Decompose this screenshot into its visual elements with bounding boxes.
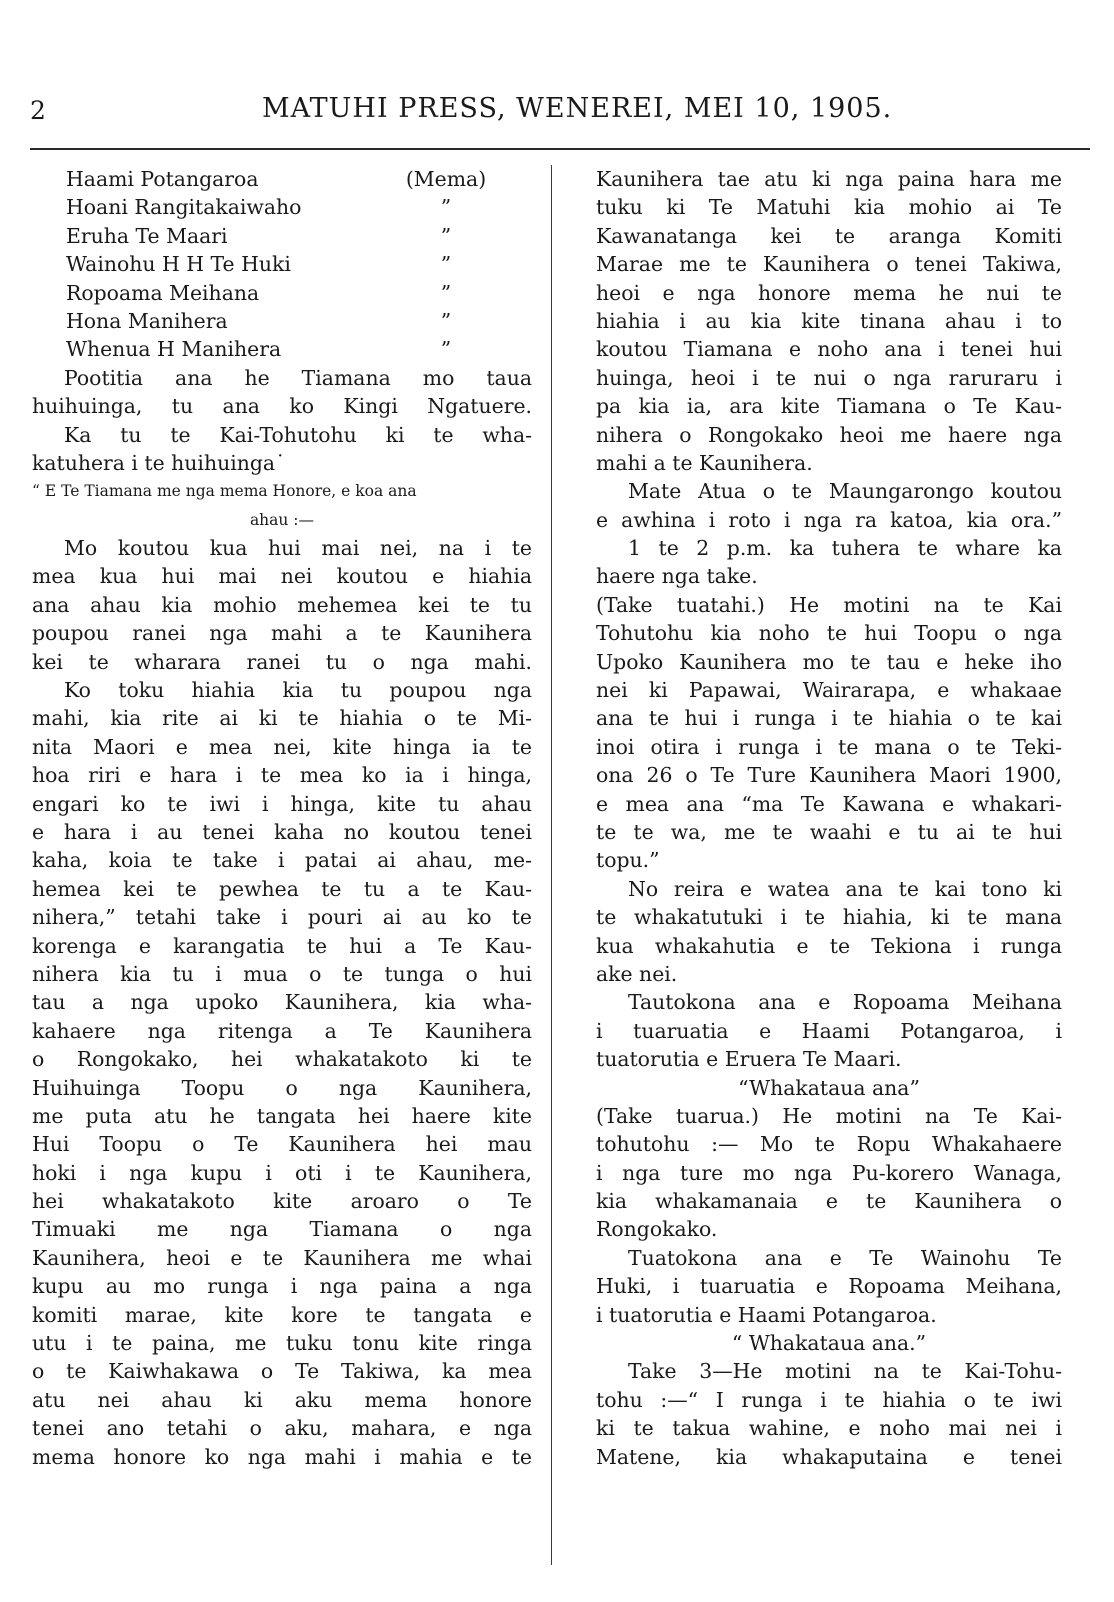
roster-status: ” bbox=[440, 252, 452, 277]
text-line: korenga e karangatia te hui a Te Kau- bbox=[32, 933, 532, 958]
text-line: o Rongokako, hei whakatakoto ki te bbox=[32, 1047, 532, 1072]
roster-name: Ropoama Meihana bbox=[66, 280, 260, 305]
roster-row bbox=[32, 250, 532, 278]
text-line: Kaunihera, heoi e te Kaunihera me whai bbox=[32, 1245, 532, 1270]
text-line: (Take tuarua.) He motini na Te Kai- bbox=[596, 1103, 1062, 1128]
text-line: ana ahau kia mohio mehemea kei te tu bbox=[32, 592, 532, 617]
roster-row bbox=[32, 222, 532, 250]
text-line: huinga, heoi i te nui o nga raruraru i bbox=[596, 365, 1062, 390]
roster-name: Haami Potangaroa bbox=[66, 167, 259, 191]
text-line: poupou ranei nga mahi a te Kaunihera bbox=[32, 621, 532, 646]
text-line: tohu :—“ I runga i te hiahia o te iwi bbox=[596, 1387, 1062, 1412]
text-line: nihera o Rongokako heoi me haere nga bbox=[596, 422, 1062, 447]
left-column bbox=[32, 165, 532, 1471]
roster-name: Wainohu H H Te Huki bbox=[66, 252, 291, 277]
text-line: huihuinga, tu ana ko Kingi Ngatuere. bbox=[32, 394, 532, 419]
text-line: (Take tuatahi.) He motini na te Kai bbox=[596, 592, 1062, 617]
text-line: nihera,” tetahi take i pouri ai au ko te bbox=[32, 905, 532, 930]
text-line: topu.” bbox=[596, 848, 660, 873]
text-line: nita Maori e mea nei, kite hinga ia te bbox=[32, 734, 532, 759]
text-line: inoi otira i runga i te mana o te Teki- bbox=[596, 734, 1062, 759]
text-line: tenei ano tetahi o aku, mahara, e nga bbox=[32, 1416, 532, 1441]
text-line: Mo koutou kua hui mai nei, na i te bbox=[64, 536, 532, 561]
text-line: e awhina i roto i nga ra katoa, kia ora.” bbox=[596, 507, 1062, 532]
right-column bbox=[596, 165, 1062, 1471]
text-line: mahi, kia rite ai ki te hiahia o te Mi- bbox=[32, 706, 532, 731]
text-line: kua whakahutia e te Tekiona i runga bbox=[596, 933, 1062, 958]
text-line: mahi a te Kaunihera. bbox=[596, 450, 813, 475]
text-line: “Whakataua ana” bbox=[738, 1075, 920, 1100]
text-line: tuku ki Te Matuhi kia mohio ai Te bbox=[596, 195, 1062, 220]
text-line: nihera kia tu i mua o te tunga o hui bbox=[32, 961, 532, 986]
roster-name: Hona Manihera bbox=[66, 308, 228, 333]
text-line: kaha, koia te take i patai ai ahau, me- bbox=[32, 848, 532, 873]
roster-status: ” bbox=[440, 195, 452, 220]
text-line: ona 26 o Te Ture Kaunihera Maori 1900, bbox=[596, 763, 1062, 788]
text-line: 1 te 2 p.m. ka tuhera te whare ka bbox=[628, 536, 1062, 561]
text-line: mea kua hui mai nei koutou e hiahia bbox=[32, 564, 532, 589]
text-line: ana te hui i runga i te hiahia o te kai bbox=[596, 706, 1062, 731]
text-line: te whakatutuki i te hiahia, ki te mana bbox=[596, 905, 1062, 930]
text-line: tohutohu :— Mo te Ropu Whakahaere bbox=[596, 1132, 1062, 1157]
text-line: hoa riri e hara i te mea ko ia i hinga, bbox=[32, 763, 532, 788]
text-line: e hara i au tenei kaha no koutou tenei bbox=[32, 819, 532, 844]
roster-status: ” bbox=[440, 308, 452, 333]
text-line: hei whakatakoto kite aroaro o Te bbox=[32, 1189, 532, 1214]
text-line: kei te wharara ranei tu o nga mahi. bbox=[32, 649, 532, 674]
text-line: te te wa, me te waahi e tu ai te hui bbox=[596, 819, 1062, 844]
text-line: Tohutohu kia noho te hui Toopu o nga bbox=[596, 621, 1062, 646]
text-line: hiahia i au kia kite tinana ahau i to bbox=[596, 308, 1062, 333]
roster-status: ” bbox=[440, 223, 452, 248]
text-line: Matene, kia whakaputaina e tenei bbox=[596, 1444, 1062, 1469]
text-line: haere nga take. bbox=[596, 564, 758, 589]
text-line: Rongokako. bbox=[596, 1217, 718, 1242]
text-line: Timuaki me nga Tiamana o nga bbox=[32, 1217, 532, 1242]
text-line: me puta atu he tangata hei haere kite bbox=[32, 1103, 532, 1128]
text-line: pa kia ia, ara kite Tiamana o Te Kau- bbox=[596, 394, 1062, 419]
text-line: Ko toku hiahia kia tu poupou nga bbox=[64, 678, 532, 703]
text-line: mema honore ko nga mahi i mahia e te bbox=[32, 1444, 532, 1469]
text-line: kupu au mo runga i nga paina a nga bbox=[32, 1274, 532, 1299]
text-line: i tuaruatia e Haami Potangaroa, i bbox=[596, 1018, 1062, 1043]
text-line: Take 3—He motini na te Kai-Tohu- bbox=[628, 1359, 1062, 1384]
roster-row bbox=[32, 165, 532, 193]
text-line: e mea ana “ma Te Kawana e whakari- bbox=[596, 791, 1062, 816]
text-line: hoki i nga kupu i oti i te Kaunihera, bbox=[32, 1160, 532, 1185]
text-line: Huki, i tuaruatia e Ropoama Meihana, bbox=[596, 1274, 1062, 1299]
text-line: tau a nga upoko Kaunihera, kia wha- bbox=[32, 990, 532, 1015]
roster-status: ” bbox=[440, 280, 452, 305]
text-line: atu nei ahau ki aku mema honore bbox=[32, 1387, 532, 1412]
roster-status: ” bbox=[440, 337, 452, 362]
text-line: koutou Tiamana e noho ana i tenei hui bbox=[596, 337, 1062, 362]
text-line: utu i te paina, me tuku tonu kite ringa bbox=[32, 1331, 532, 1356]
text-line: kahaere nga ritenga a Te Kaunihera bbox=[32, 1018, 532, 1043]
text-line: No reira e watea ana te kai tono ki bbox=[628, 876, 1062, 901]
text-line: o te Kaiwhakawa o Te Takiwa, ka mea bbox=[32, 1359, 532, 1384]
text-line: Huihuinga Toopu o nga Kaunihera, bbox=[32, 1075, 532, 1100]
text-line: tuatorutia e Eruera Te Maari. bbox=[596, 1047, 902, 1072]
roster-name: Hoani Rangitakaiwaho bbox=[66, 195, 302, 220]
text-line: i nga ture mo nga Pu-korero Wanaga, bbox=[596, 1160, 1062, 1185]
text-line: komiti marae, kite kore te tangata e bbox=[32, 1302, 532, 1327]
text-line: engari ko te iwi i hinga, kite tu ahau bbox=[32, 791, 532, 816]
roster-status: (Mema) bbox=[405, 167, 487, 191]
header-rule bbox=[30, 148, 1090, 150]
text-line: Marae me te Kaunihera o tenei Takiwa, bbox=[596, 252, 1062, 277]
text-line: Hui Toopu o Te Kaunihera hei mau bbox=[32, 1132, 532, 1157]
roster-name: Eruha Te Maari bbox=[66, 223, 228, 248]
text-line: kia whakamanaia e te Kaunihera o bbox=[596, 1189, 1062, 1214]
text-line: Kawanatanga kei te aranga Komiti bbox=[596, 223, 1062, 248]
quote-line: “ E Te Tiamana me nga mema Honore, e koa ana bbox=[32, 482, 417, 501]
text-line: ki te takua wahine, e noho mai nei i bbox=[596, 1416, 1062, 1441]
text-line: Tuatokona ana e Te Wainohu Te bbox=[628, 1245, 1062, 1270]
text-line: Kaunihera tae atu ki nga paina hara me bbox=[596, 167, 1062, 191]
text-line: Upoko Kaunihera mo te tau e heke iho bbox=[596, 649, 1062, 674]
text-line: hemea kei te pewhea te tu a te Kau- bbox=[32, 876, 532, 901]
quote-line: ahau :— bbox=[249, 510, 315, 529]
text-line: Ka tu te Kai-Tohutohu ki te wha- bbox=[64, 422, 532, 447]
text-line: i tuatorutia e Haami Potangaroa. bbox=[596, 1302, 937, 1327]
column-rule bbox=[551, 165, 552, 1565]
text-line: ake nei. bbox=[596, 961, 678, 986]
text-line: heoi e nga honore mema he nui te bbox=[596, 280, 1062, 305]
masthead: MATUHI PRESS, WENEREI, MEI 10, 1905. bbox=[262, 93, 893, 124]
roster-row bbox=[32, 307, 532, 335]
roster-row bbox=[32, 193, 532, 221]
roster-row bbox=[32, 335, 532, 363]
text-line: Tautokona ana e Ropoama Meihana bbox=[628, 990, 1062, 1015]
page-number: 2 bbox=[30, 96, 46, 125]
text-line: katuhera i te huihuinga˙ bbox=[32, 450, 286, 475]
text-line: nei ki Papawai, Wairarapa, e whakaae bbox=[596, 678, 1062, 703]
text-line: Mate Atua o te Maungarongo koutou bbox=[628, 479, 1062, 504]
roster-name: Whenua H Manihera bbox=[66, 337, 282, 362]
text-line: “ Whakataua ana.” bbox=[731, 1331, 927, 1356]
text-line: Pootitia ana he Tiamana mo taua bbox=[64, 365, 532, 390]
roster-row bbox=[32, 279, 532, 307]
